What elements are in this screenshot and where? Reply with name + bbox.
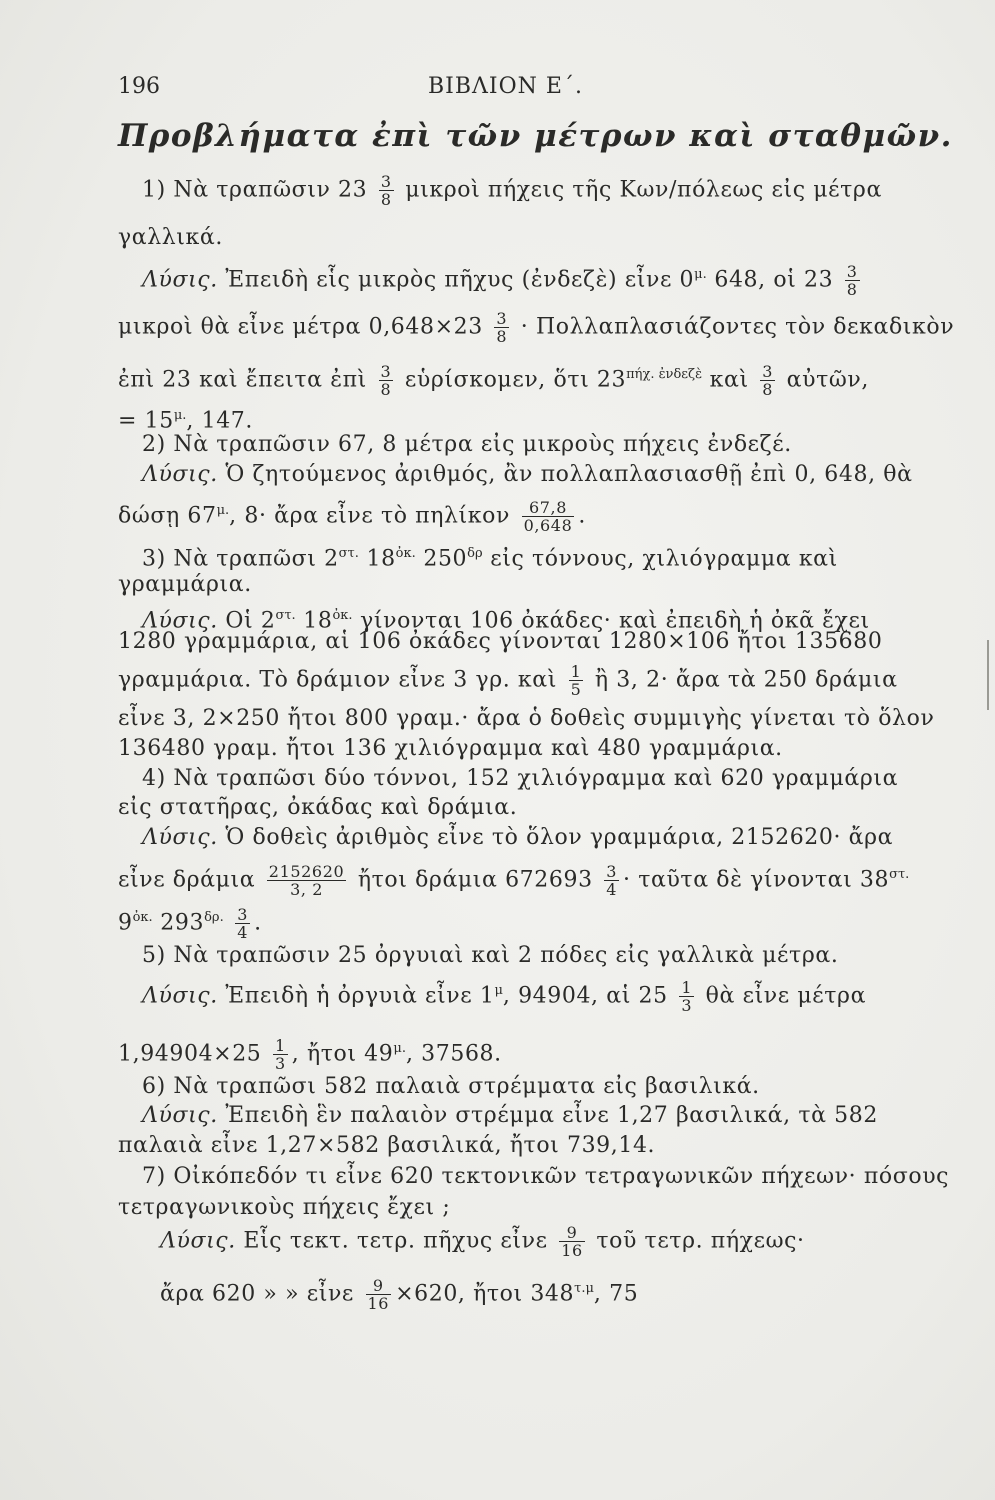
unit-superscript: στ. bbox=[338, 546, 359, 561]
text-span: , 75 bbox=[593, 1281, 639, 1307]
text-line bbox=[142, 764, 898, 794]
fraction bbox=[604, 863, 619, 898]
fraction-denominator: 8 bbox=[380, 379, 392, 399]
text-span: . bbox=[254, 910, 262, 936]
text-span: 7) Οἰκόπεδόν τι εἶνε 620 τεκτονικῶν τετραγωνικῶν πήχεων· πόσους bbox=[142, 1164, 950, 1189]
fraction-denominator: 8 bbox=[380, 190, 392, 209]
fraction-denominator: 8 bbox=[496, 327, 508, 346]
fraction-denominator: 4 bbox=[237, 922, 249, 942]
text-span: εἶνε δράμια bbox=[118, 867, 263, 893]
text-span: εἰς τόννους, χιλιόγραμμα καὶ bbox=[482, 546, 838, 572]
text-span: 136480 γραμ. ἤτοι 136 χιλιόγραμμα καὶ 480 γραμμάρια. bbox=[118, 736, 783, 761]
fraction bbox=[235, 906, 250, 941]
solution-label: Λύσις. bbox=[142, 608, 218, 634]
text-span: θὰ εἶνε μέτρα bbox=[698, 983, 867, 1009]
unit-superscript: ὀκ. bbox=[395, 546, 416, 561]
fraction bbox=[379, 363, 394, 398]
text-span: Ὁ δοθεὶς ἀριθμὸς εἶνε τὸ ὅλον γραμμάρια, 2152620· ἄρα bbox=[217, 825, 894, 850]
text-span: 1280 γραμμάρια, αἱ 106 ὀκάδες γίνονται 1280×106 ἤτοι 135680 bbox=[118, 629, 883, 654]
text-span: εἰς στατῆρας, ὀκάδας καὶ δράμια. bbox=[118, 795, 518, 820]
fraction bbox=[845, 263, 860, 298]
text-line bbox=[118, 570, 252, 600]
text-line bbox=[118, 223, 223, 253]
text-line bbox=[118, 860, 909, 898]
fraction bbox=[569, 663, 584, 698]
solution-label: Λύσις. bbox=[142, 1103, 218, 1128]
text-span: , 8· ἄρα εἶνε τὸ πηλίκον bbox=[229, 503, 518, 529]
solution-label: Λύσις. bbox=[142, 825, 218, 850]
fraction-denominator: 8 bbox=[762, 379, 774, 399]
text-span: ×620, ἤτοι 348 bbox=[395, 1281, 575, 1307]
text-line bbox=[118, 360, 869, 398]
unit-superscript: ὀκ. bbox=[132, 910, 153, 925]
fraction-numerator: 3 bbox=[380, 172, 392, 191]
fraction-numerator: 67,8 bbox=[528, 497, 567, 517]
fraction-numerator: 3 bbox=[237, 904, 249, 924]
unit-superscript: δρ bbox=[467, 546, 483, 561]
text-span: · Πολλαπλασιάζοντες τὸν δεκαδικὸν bbox=[513, 314, 955, 340]
fraction-numerator: 3 bbox=[762, 361, 774, 381]
text-span: εὑρίσκομεν, ὅτι 23 bbox=[397, 367, 627, 393]
page-edge-mark bbox=[987, 640, 989, 710]
text-span: 18 bbox=[295, 608, 333, 634]
text-span: Ὁ ζητούμενος ἀριθμός, ἂν πολλαπλασιασθῇ ἐπὶ 0, 648, θὰ bbox=[217, 462, 913, 487]
text-line bbox=[142, 823, 893, 853]
text-line bbox=[142, 260, 864, 298]
section-title: Προβλήματα ἐπὶ τῶν μέτρων καὶ σταθμῶν. bbox=[118, 118, 953, 154]
text-span: ἤτοι δράμια 672693 bbox=[350, 867, 601, 893]
text-span: ἄρα 620 » » εἶνε bbox=[160, 1281, 362, 1307]
text-span: 1) Νὰ τραπῶσιν 23 bbox=[142, 177, 375, 203]
text-span: γραμμάρια. Τὸ δράμιον εἶνε 3 γρ. καὶ bbox=[118, 667, 565, 693]
text-span: 2) Νὰ τραπῶσιν 67, 8 μέτρα εἰς μικροὺς πήχεις ἐνδεζέ. bbox=[142, 432, 792, 457]
fraction bbox=[494, 310, 509, 345]
unit-superscript: μ bbox=[494, 983, 503, 998]
text-span: , ἤτοι 49 bbox=[291, 1041, 394, 1067]
text-span: , 94904, αἱ 25 bbox=[502, 983, 676, 1009]
text-line bbox=[118, 627, 882, 657]
text-line bbox=[118, 903, 262, 941]
fraction-denominator: 3, 2 bbox=[267, 880, 346, 898]
solution-label: Λύσις. bbox=[160, 1228, 236, 1254]
text-span: , 37568. bbox=[405, 1041, 502, 1067]
text-span: 3) Νὰ τραπῶσι 2 bbox=[142, 546, 339, 572]
fraction-numerator: 1 bbox=[681, 977, 693, 997]
text-span: Οἱ 2 bbox=[217, 608, 276, 634]
text-span: Ἐπειδὴ ἡ ὀργυιὰ εἶνε 1 bbox=[217, 983, 495, 1009]
text-span: παλαιὰ εἶνε 1,27×582 βασιλικά, ἤτοι 739,14. bbox=[118, 1133, 656, 1158]
text-line bbox=[160, 1274, 638, 1312]
text-line bbox=[142, 1162, 949, 1192]
unit-superscript: πήχ. ἐνδεζὲ bbox=[626, 367, 703, 382]
solution-label: Λύσις. bbox=[142, 462, 218, 487]
fraction bbox=[559, 1224, 585, 1259]
text-span: μικροὶ πήχεις τῆς Κων/πόλεως εἰς μέτρα bbox=[397, 177, 882, 203]
fraction bbox=[522, 499, 575, 534]
text-span bbox=[224, 910, 232, 935]
fraction bbox=[366, 1277, 392, 1312]
text-span: 250 bbox=[415, 546, 468, 572]
text-line bbox=[142, 1101, 878, 1131]
running-title: ΒΙΒΛΙΟΝ Ε΄. bbox=[428, 74, 583, 99]
fraction-denominator: 3 bbox=[275, 1053, 286, 1073]
text-span: μικροὶ θὰ εἶνε μέτρα 0,648×23 bbox=[118, 314, 491, 340]
text-line bbox=[142, 460, 913, 490]
fraction bbox=[267, 863, 346, 898]
fraction-denominator: 4 bbox=[606, 879, 618, 899]
fraction-denominator: 16 bbox=[561, 1241, 583, 1260]
text-span: 6) Νὰ τραπῶσι 582 παλαιὰ στρέμματα εἰς βασιλικά. bbox=[142, 1074, 760, 1099]
text-span: 648, οἱ 23 bbox=[706, 267, 841, 293]
text-line bbox=[118, 704, 934, 734]
unit-superscript: μ. bbox=[694, 267, 707, 282]
text-span: γραμμάρια. bbox=[118, 572, 252, 597]
text-span: Εἷς τεκτ. τετρ. πῆχυς εἶνε bbox=[235, 1228, 556, 1254]
text-line bbox=[142, 430, 792, 460]
text-span: δώσῃ 67 bbox=[118, 503, 217, 529]
text-span: τοῦ τετρ. πήχεως· bbox=[588, 1228, 805, 1254]
text-span: τετραγωνικοὺς πήχεις ἔχει ; bbox=[118, 1195, 451, 1220]
text-span: 293 bbox=[152, 910, 205, 936]
text-line bbox=[118, 1193, 450, 1223]
unit-superscript: μ. bbox=[216, 503, 230, 518]
text-line bbox=[118, 496, 586, 534]
fraction bbox=[273, 1037, 288, 1072]
fraction-numerator: 3 bbox=[846, 261, 858, 281]
fraction-denominator: 3 bbox=[681, 995, 693, 1015]
text-span: γαλλικά. bbox=[118, 225, 223, 250]
unit-superscript: στ. bbox=[275, 608, 296, 623]
text-line bbox=[142, 173, 882, 208]
text-line bbox=[160, 1224, 805, 1259]
text-span: Ἐπειδὴ ἓν παλαιὸν στρέμμα εἶνε 1,27 βασιλικά, τὰ 582 bbox=[217, 1103, 878, 1128]
text-span: 1,94904×25 bbox=[118, 1041, 269, 1067]
text-line bbox=[118, 793, 517, 823]
fraction bbox=[679, 979, 694, 1014]
fraction-numerator: 1 bbox=[570, 662, 582, 681]
fraction-numerator: 9 bbox=[566, 1223, 578, 1242]
unit-superscript: μ. bbox=[393, 1041, 406, 1056]
fraction-numerator: 2152620 bbox=[268, 861, 345, 881]
text-line bbox=[118, 663, 898, 698]
fraction bbox=[379, 173, 394, 208]
text-span: 4) Νὰ τραπῶσι δύο τόννοι, 152 χιλιόγραμμα καὶ 620 γραμμάρια bbox=[142, 766, 899, 791]
text-span: 5) Νὰ τραπῶσιν 25 ὀργυιαὶ καὶ 2 πόδες εἰς γαλλικὰ μέτρα. bbox=[142, 943, 839, 968]
text-span: , 147. bbox=[186, 408, 253, 434]
text-span: γίνονται 106 ὀκάδες· καὶ ἐπειδὴ ἡ ὀκᾶ ἔχει bbox=[352, 608, 870, 634]
fraction-denominator: 8 bbox=[846, 279, 858, 299]
fraction bbox=[760, 363, 775, 398]
text-span: αὐτῶν, bbox=[779, 367, 869, 393]
text-line bbox=[118, 734, 783, 764]
text-span: 18 bbox=[358, 546, 396, 572]
fraction-numerator: 1 bbox=[275, 1035, 286, 1055]
fraction-numerator: 3 bbox=[496, 309, 508, 328]
text-span: 9 bbox=[118, 910, 133, 936]
fraction-denominator: 5 bbox=[570, 680, 582, 699]
text-span: = 15 bbox=[118, 408, 174, 434]
text-line bbox=[142, 941, 838, 971]
fraction-numerator: 3 bbox=[380, 361, 392, 381]
unit-superscript: δρ. bbox=[204, 910, 224, 925]
page-number: 196 bbox=[118, 74, 160, 99]
unit-superscript: στ. bbox=[889, 867, 910, 882]
text-span: ἐπὶ 23 καὶ ἔπειτα ἐπὶ bbox=[118, 367, 375, 393]
unit-superscript: τ.μ bbox=[574, 1281, 594, 1296]
text-line bbox=[118, 1131, 655, 1161]
text-span: εἶνε 3, 2×250 ἤτοι 800 γραμ.· ἄρα ὁ δοθεὶς συμμιγὴς γίνεται τὸ ὅλον bbox=[118, 706, 935, 731]
unit-superscript: μ. bbox=[173, 408, 187, 423]
fraction-denominator: 16 bbox=[367, 1293, 390, 1313]
text-span: . bbox=[578, 503, 586, 529]
solution-label: Λύσις. bbox=[142, 267, 218, 293]
text-span: καὶ bbox=[702, 367, 757, 393]
text-line bbox=[142, 1072, 760, 1102]
fraction-numerator: 3 bbox=[606, 861, 618, 881]
fraction-numerator: 9 bbox=[372, 1275, 384, 1295]
solution-label: Λύσις. bbox=[142, 983, 218, 1009]
text-line bbox=[142, 976, 866, 1014]
text-line bbox=[118, 310, 954, 345]
text-line bbox=[118, 1034, 502, 1072]
text-span: · ταῦτα δὲ γίνονται 38 bbox=[623, 867, 890, 893]
text-span: Ἐπειδὴ εἷς μικρὸς πῆχυς (ἐνδεζὲ) εἶνε 0 bbox=[217, 267, 695, 293]
unit-superscript: ὀκ. bbox=[332, 608, 353, 623]
fraction-denominator: 0,648 bbox=[523, 515, 573, 535]
text-span: ἢ 3, 2· ἄρα τὰ 250 δράμια bbox=[587, 667, 898, 693]
